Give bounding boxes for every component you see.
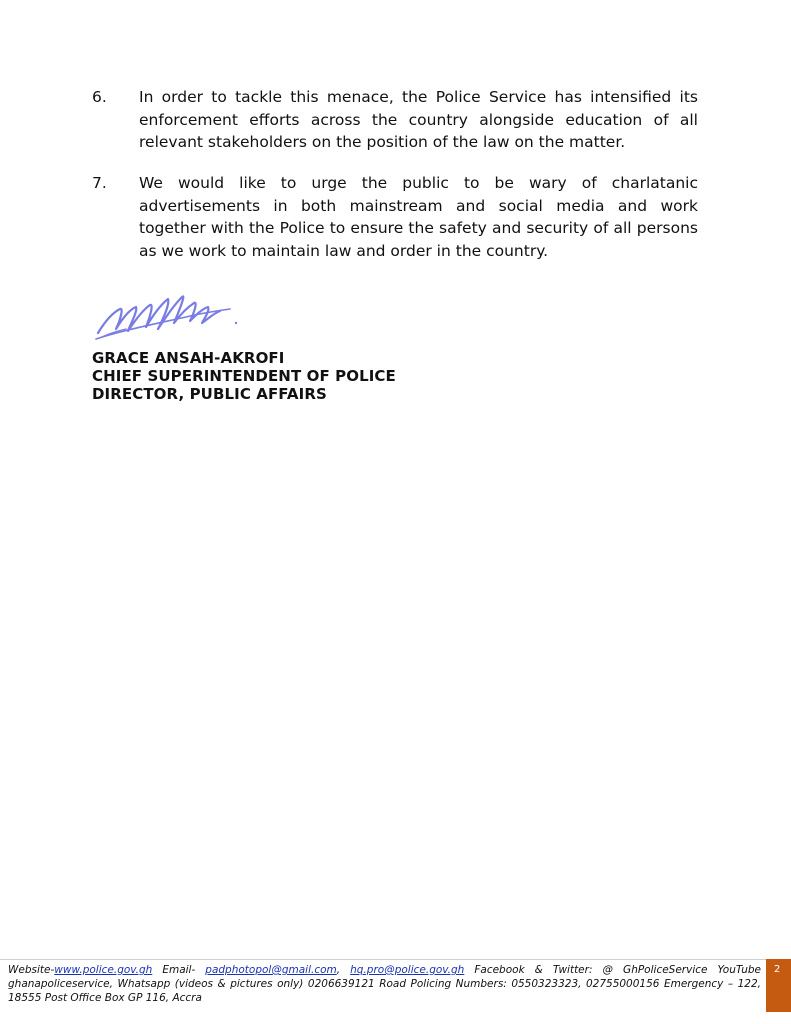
paragraph-7 [92,172,698,262]
page-number: 2 [774,964,781,975]
paragraph-number: 6. [92,88,107,106]
page-number-badge [766,959,791,1012]
email-link-2[interactable]: hq.pro@police.gov.gh [350,964,465,976]
contact-footer [8,963,761,1005]
website-label: Website- [8,964,55,976]
signatory-rank: CHIEF SUPERINTENDENT OF POLICE [92,367,396,385]
email-link-1[interactable]: padphotopol@gmail.com [205,964,337,976]
email-separator: , [336,964,341,976]
paragraph-6 [92,86,698,154]
signatory-block [92,349,396,403]
paragraph-number: 7. [92,174,107,192]
signatory-name: GRACE ANSAH-AKROFI [92,349,285,367]
website-link[interactable]: www.police.gov.gh [54,964,153,976]
paragraph-text: We would like to urge the public to be wary of charlatanic advertisements in both mainstream and social media and work together with the Police to ensure the safety and security of all persons as we work to maintain law and order in the country. [139,174,698,260]
signatory-title: DIRECTOR, PUBLIC AFFAIRS [92,385,327,403]
email-label: Email- [162,964,196,976]
footer-divider [0,959,766,960]
footer-contact-text: Facebook & Twitter: @ GhPoliceService YouTube ghanapoliceservice, Whatsapp (videos & pictures only) 0206639121 Road Policing Numbers: 0550323323, 02755000156 Emergency – 122, 18555 Post Office Box GP 116, Accra [8,964,761,1004]
paragraph-text: In order to tackle this menace, the Police Service has intensified its enforcement efforts across the country alongside education of all relevant stakeholders on the position of the law on the matter. [139,88,698,151]
handwritten-signature [90,287,250,347]
